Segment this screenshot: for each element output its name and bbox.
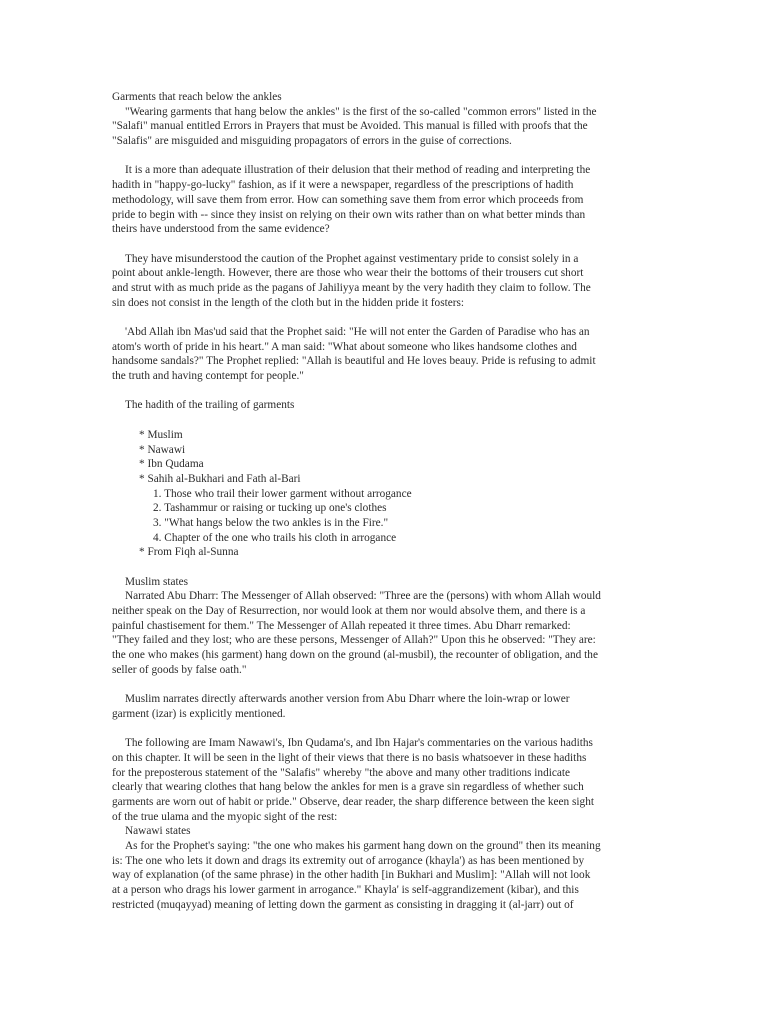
text-line: and strut with as much pride as the pagans of Jahiliyya meant by the very hadith they claim to follow. The [112,281,591,294]
text-line: at a person who drags his lower garment in arrogance." Khayla' is self-aggrandizement (kibar), and this [112,884,579,897]
text-line: clearly that wearing clothes that hang below the ankles for men is a grave sin regardless of whether such [112,781,584,794]
text-line: "Wearing garments that hang below the ankles" is the first of the so-called "common errors" listed in the [125,105,597,118]
text-line: for the preposterous statement of the "Salafis" whereby "the above and many other traditions indicate [112,766,571,779]
text-line: restricted (muqayyad) meaning of letting down the garment as consisting in dragging it (al-jarr) out of [112,898,574,911]
text-line: painful chastisement for them." The Messenger of Allah repeated it three times. Abu Dharr remarked: [112,619,571,632]
text-line: hadith in "happy-go-lucky" fashion, as if it were a newspaper, regardless of the prescriptions of hadith [112,179,574,192]
text-line: Narrated Abu Dharr: The Messenger of Allah observed: "Three are the (persons) with whom Allah would [125,590,601,603]
text-line: It is a more than adequate illustration of their delusion that their method of reading and interpreting the [125,164,591,177]
text-line: garments are worn out of habit or pride." Observe, dear reader, the sharp difference between the keen sight [112,796,594,808]
text-line: Muslim states [125,575,189,588]
paragraph-gap [112,149,652,164]
document-page [112,90,652,913]
text-line: The hadith of the trailing of garments [125,399,295,412]
text-line: is: The one who lets it down and drags its extremity out of arrogance (khayla') as has been mentioned by [112,854,585,867]
text-line: the truth and having contempt for people." [112,370,304,383]
text-line: methodology, will save them from error. How can something save them from error which proceeds from [112,193,584,206]
paragraph-gap [112,310,652,325]
text-line: sin does not consist in the length of the cloth but in the hidden pride it fosters: [112,296,465,309]
text-line: Muslim narrates directly afterwards another version from Abu Dharr where the loin-wrap or lower [125,693,570,706]
text-line: "Salafis" are misguided and misguiding propagators of errors in the guise of corrections. [112,135,512,148]
text-line: * From Fiqh al-Sunna [139,546,239,559]
text-line: * Sahih al-Bukhari and Fath al-Bari [139,472,301,485]
text-line: 3. "What hangs below the two ankles is in the Fire." [153,516,389,529]
text-line: on this chapter. It will be seen in the light of their views that there is no basis whatsoever in these hadiths [112,751,587,764]
text-line: "Salafi" manual entitled Errors in Prayers that must be Avoided. This manual is filled with proofs that the [112,120,588,133]
text-line: 2. Tashammur or raising or tucking up one's clothes [153,502,387,515]
text-line: neither speak on the Day of Resurrection, nor would look at them nor would absolve them, and there is a [112,605,586,618]
paragraph-gap [112,678,652,693]
text-line: "They failed and they lost; who are these persons, Messenger of Allah?" Upon this he observed: "They are: [112,634,596,647]
paragraph-gap [112,413,652,428]
text-line: 4. Chapter of the one who trails his cloth in arrogance [153,531,397,544]
text-line: theirs have understood from the same evidence? [112,223,330,236]
paragraph-gap [112,560,652,575]
text-line: * Muslim [139,428,183,441]
text-line: way of explanation (of the same phrase) in the other hadith [in Bukhari and Muslim]: "Allah will not look [112,869,591,882]
text-line: 1. Those who trail their lower garment without arrogance [153,487,412,500]
text-line: As for the Prophet's saying: "the one who makes his garment hang down on the ground" then its meaning [125,840,601,853]
paragraph-gap [112,722,652,737]
paragraph-gap [112,237,652,252]
text-line: Nawawi states [125,825,191,838]
text-line: of the true ulama and the myopic sight of the rest: [112,810,338,823]
text-line: the one who makes (his garment) hang down on the ground (al-musbil), the recounter of obligation, and the [112,649,598,662]
text-line: Garments that reach below the ankles [112,91,282,103]
text-line: They have misunderstood the caution of the Prophet against vestimentary pride to consist solely in a [125,252,579,265]
paragraph-gap [112,384,652,399]
text-line: seller of goods by false oath." [112,663,247,676]
text-line: The following are Imam Nawawi's, Ibn Qudama's, and Ibn Hajar's commentaries on the various hadiths [125,737,593,750]
text-line: atom's worth of pride in his heart." A man said: "What about someone who likes handsome clothes and [112,340,577,353]
text-line: 'Abd Allah ibn Mas'ud said that the Prophet said: "He will not enter the Garden of Paradise who has an [125,326,590,338]
text-line: * Ibn Qudama [139,458,204,471]
text-line: point about ankle-length. However, there are those who wear their the bottoms of their trousers cut short [112,267,584,280]
text-line: garment (izar) is explicitly mentioned. [112,707,286,720]
text-line: handsome sandals?" The Prophet replied: "Allah is beautiful and He loves beauy. Pride is refusing to admit [112,355,596,368]
text-line: * Nawawi [139,443,186,456]
text-line: pride to begin with -- since they insist on relying on their own wits rather than on what better minds than [112,208,586,221]
